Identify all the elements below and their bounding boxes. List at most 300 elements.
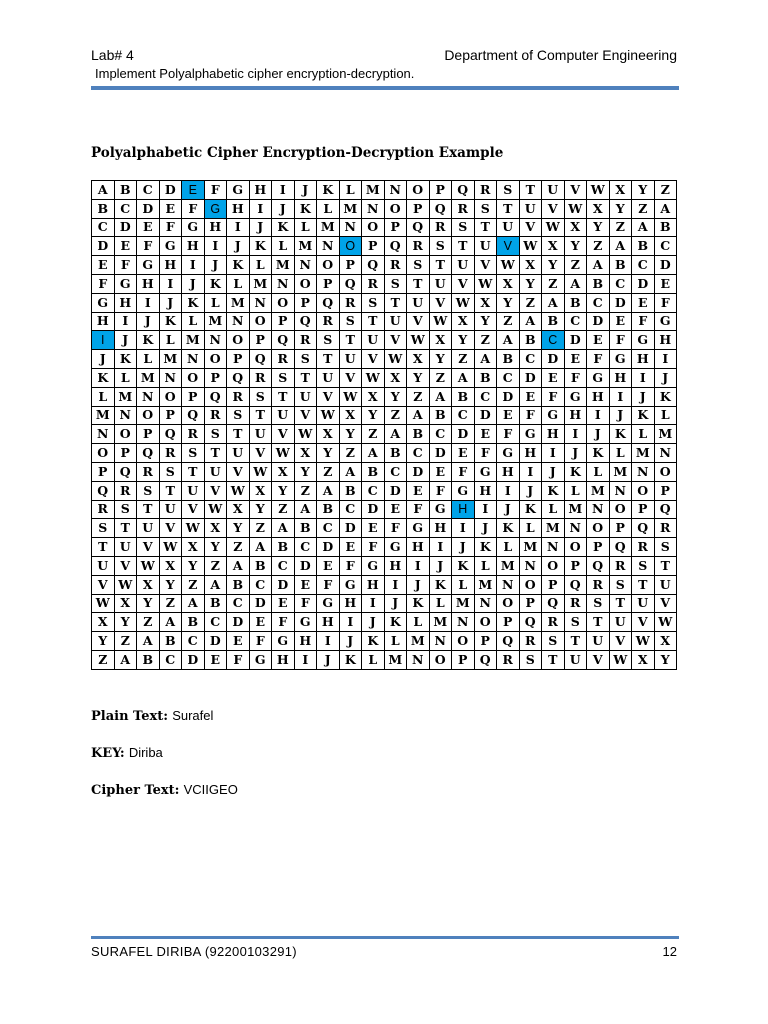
tableau-cell: I	[542, 444, 565, 463]
tableau-cell: V	[182, 500, 205, 519]
tableau-cell: Y	[542, 256, 565, 275]
tableau-cell: G	[227, 181, 250, 200]
tableau-cell: W	[159, 538, 182, 557]
tableau-cell: T	[542, 650, 565, 669]
tableau-cell: U	[204, 462, 227, 481]
tableau-cell: E	[92, 256, 115, 275]
tableau-cell: V	[294, 406, 317, 425]
tableau-cell: I	[114, 312, 137, 331]
tableau-cell: O	[384, 199, 407, 218]
tableau-cell: K	[542, 481, 565, 500]
tableau-cell: D	[137, 199, 160, 218]
footer-author: SURAFEL DIRIBA (92200103291)	[91, 944, 297, 959]
tableau-cell: H	[272, 650, 295, 669]
tableau-cell: L	[294, 218, 317, 237]
tableau-cell: F	[294, 594, 317, 613]
tableau-cell: E	[542, 368, 565, 387]
tableau-cell: I	[519, 462, 542, 481]
tableau-cell: Y	[114, 613, 137, 632]
tableau-cell: R	[609, 556, 632, 575]
tableau-cell: K	[159, 312, 182, 331]
tableau-cell: F	[497, 425, 520, 444]
tableau-cell: Q	[384, 237, 407, 256]
tableau-cell: I	[159, 274, 182, 293]
tableau-cell: F	[587, 350, 610, 369]
tableau-cell: N	[384, 181, 407, 200]
tableau-cell: O	[407, 181, 430, 200]
tableau-cell: Y	[632, 181, 655, 200]
tableau-cell: H	[384, 556, 407, 575]
tableau-cell: B	[227, 575, 250, 594]
tableau-cell: I	[362, 594, 385, 613]
tableau-cell: M	[609, 462, 632, 481]
tableau-cell: Y	[204, 538, 227, 557]
tableau-cell: T	[272, 387, 295, 406]
tableau-cell: Z	[249, 519, 272, 538]
tableau-cell: T	[384, 293, 407, 312]
tableau-cell: N	[92, 425, 115, 444]
tableau-cell: V	[317, 387, 340, 406]
tableau-cell: U	[249, 425, 272, 444]
tableau-cell: C	[407, 444, 430, 463]
tableau-cell: V	[542, 199, 565, 218]
tableau-cell: A	[92, 181, 115, 200]
tableau-cell: U	[429, 274, 452, 293]
tableau-cell: I	[272, 181, 295, 200]
tableau-cell: P	[249, 331, 272, 350]
cipher-text-value: VCIIGEO	[183, 782, 238, 797]
tableau-cell: L	[137, 350, 160, 369]
tableau-cell: D	[92, 237, 115, 256]
tableau-cell: R	[204, 406, 227, 425]
tableau-cell: Z	[519, 293, 542, 312]
tableau-cell: I	[497, 481, 520, 500]
tableau-cell: Y	[407, 368, 430, 387]
tableau-cell: K	[272, 218, 295, 237]
tableau-cell: E	[317, 556, 340, 575]
tableau-cell: Z	[654, 181, 677, 200]
tableau-cell: O	[474, 613, 497, 632]
tableau-cell: T	[339, 331, 362, 350]
tableau-cell: A	[294, 500, 317, 519]
tableau-cell: N	[654, 444, 677, 463]
tableau-cell: V	[362, 350, 385, 369]
tableau-cell: T	[114, 519, 137, 538]
tableau-cell: B	[587, 274, 610, 293]
tableau-cell: Q	[339, 274, 362, 293]
tableau-cell: X	[249, 481, 272, 500]
tableau-row	[92, 274, 677, 293]
tableau-cell: C	[564, 312, 587, 331]
tableau-cell: Q	[317, 293, 340, 312]
tableau-cell: F	[542, 387, 565, 406]
tableau-cell: D	[632, 274, 655, 293]
tableau-cell: E	[362, 519, 385, 538]
tableau-cell: S	[609, 575, 632, 594]
tableau-cell: E	[249, 613, 272, 632]
tableau-cell: A	[362, 444, 385, 463]
tableau-cell: N	[407, 650, 430, 669]
tableau-cell: F	[362, 538, 385, 557]
tableau-cell: E	[159, 199, 182, 218]
tableau-cell: N	[474, 594, 497, 613]
tableau-cell: A	[384, 425, 407, 444]
tableau-cell: G	[497, 444, 520, 463]
tableau-cell: A	[159, 613, 182, 632]
tableau-cell: W	[474, 274, 497, 293]
tableau-cell: D	[384, 481, 407, 500]
tableau-cell: S	[114, 500, 137, 519]
tableau-cell: K	[384, 613, 407, 632]
tableau-cell: U	[317, 368, 340, 387]
tableau-cell: C	[474, 387, 497, 406]
tableau-cell: K	[249, 237, 272, 256]
tableau-cell: N	[587, 500, 610, 519]
tableau-cell: G	[362, 556, 385, 575]
tableau-cell: M	[564, 500, 587, 519]
tableau-cell: C	[632, 256, 655, 275]
tableau-cell: X	[384, 368, 407, 387]
tableau-cell: T	[519, 181, 542, 200]
tableau-cell: N	[609, 481, 632, 500]
tableau-cell: C	[519, 350, 542, 369]
tableau-cell: F	[452, 462, 475, 481]
tableau-cell: I	[294, 650, 317, 669]
tableau-cell: M	[587, 481, 610, 500]
tableau-cell: S	[317, 331, 340, 350]
tableau-cell: U	[114, 538, 137, 557]
tableau-cell: C	[204, 613, 227, 632]
tableau-cell: U	[407, 293, 430, 312]
tableau-cell: J	[632, 387, 655, 406]
tableau-cell: A	[632, 218, 655, 237]
tableau-cell: A	[474, 350, 497, 369]
tableau-cell: U	[339, 350, 362, 369]
tableau-cell: U	[632, 594, 655, 613]
tableau-cell: B	[519, 331, 542, 350]
tableau-cell: O	[137, 406, 160, 425]
tableau-cell: Z	[497, 312, 520, 331]
tableau-row	[92, 406, 677, 425]
tableau-cell: F	[519, 406, 542, 425]
tableau-cell: G	[587, 368, 610, 387]
tableau-cell: R	[474, 181, 497, 200]
tableau-cell: Q	[429, 199, 452, 218]
tableau-cell: F	[227, 650, 250, 669]
tableau-cell: S	[92, 519, 115, 538]
tableau-cell: D	[497, 387, 520, 406]
tableau-cell: N	[429, 632, 452, 651]
lab-number: Lab# 4	[91, 47, 134, 63]
tableau-cell: O	[317, 256, 340, 275]
tableau-cell: H	[542, 425, 565, 444]
tableau-cell: B	[429, 406, 452, 425]
tableau-cell-highlighted: E	[182, 181, 205, 200]
tableau-cell: B	[542, 312, 565, 331]
tableau-cell: B	[564, 293, 587, 312]
tableau-cell: Z	[294, 481, 317, 500]
tableau-cell: Z	[339, 444, 362, 463]
tableau-cell: U	[182, 481, 205, 500]
tableau-cell: V	[227, 462, 250, 481]
tableau-cell: R	[452, 199, 475, 218]
tableau-cell: W	[452, 293, 475, 312]
tableau-cell: Z	[384, 406, 407, 425]
tableau-cell: I	[204, 237, 227, 256]
tableau-cell: Y	[474, 312, 497, 331]
tableau-row	[92, 425, 677, 444]
tableau-cell: Y	[429, 350, 452, 369]
tableau-cell: L	[317, 199, 340, 218]
tableau-cell: T	[564, 632, 587, 651]
tableau-cell: H	[249, 181, 272, 200]
tableau-cell: M	[362, 181, 385, 200]
tableau-cell: B	[272, 538, 295, 557]
tableau-cell: N	[542, 538, 565, 557]
tableau-cell: S	[474, 199, 497, 218]
tableau-cell: O	[654, 462, 677, 481]
tableau-cell: W	[227, 481, 250, 500]
tableau-cell: L	[114, 368, 137, 387]
tableau-cell: E	[114, 237, 137, 256]
tableau-cell: W	[114, 575, 137, 594]
tableau-cell: E	[384, 500, 407, 519]
tableau-cell: L	[632, 425, 655, 444]
tableau-cell-highlighted: I	[92, 331, 115, 350]
tableau-cell: A	[137, 632, 160, 651]
tableau-cell: U	[654, 575, 677, 594]
tableau-row	[92, 538, 677, 557]
tableau-cell: G	[159, 237, 182, 256]
tableau-cell: S	[429, 237, 452, 256]
tableau-cell: S	[362, 293, 385, 312]
tableau-cell: T	[227, 425, 250, 444]
tableau-cell: V	[159, 519, 182, 538]
tableau-cell: S	[587, 594, 610, 613]
tableau-cell: E	[587, 331, 610, 350]
tableau-cell: D	[407, 462, 430, 481]
tableau-cell: U	[384, 312, 407, 331]
tableau-cell: B	[407, 425, 430, 444]
tableau-cell: W	[339, 387, 362, 406]
tableau-cell: A	[497, 331, 520, 350]
tableau-cell: T	[159, 481, 182, 500]
tableau-cell: L	[519, 519, 542, 538]
tableau-cell: S	[564, 613, 587, 632]
tableau-cell: Y	[227, 519, 250, 538]
tableau-cell: O	[497, 594, 520, 613]
tableau-cell: P	[654, 481, 677, 500]
tableau-cell: O	[587, 519, 610, 538]
tableau-cell: N	[497, 575, 520, 594]
tableau-cell: G	[272, 632, 295, 651]
tableau-row	[92, 256, 677, 275]
tableau-cell: W	[182, 519, 205, 538]
cipher-text-label: Cipher Text:	[91, 783, 180, 798]
tableau-cell: F	[114, 256, 137, 275]
tableau-cell: Y	[317, 444, 340, 463]
tableau-cell: A	[609, 237, 632, 256]
tableau-cell: C	[384, 462, 407, 481]
tableau-cell: J	[227, 237, 250, 256]
tableau-cell-highlighted: G	[204, 199, 227, 218]
tableau-row	[92, 613, 677, 632]
tableau-cell: P	[519, 594, 542, 613]
tableau-cell: Y	[362, 406, 385, 425]
tableau-cell: M	[407, 632, 430, 651]
tableau-cell: Q	[497, 632, 520, 651]
tableau-cell: D	[609, 293, 632, 312]
tableau-cell: X	[452, 312, 475, 331]
tableau-cell: S	[339, 312, 362, 331]
tableau-cell: H	[137, 274, 160, 293]
tableau-cell: A	[317, 481, 340, 500]
tableau-cell: T	[452, 237, 475, 256]
tableau-cell: D	[362, 500, 385, 519]
tableau-cell: B	[654, 218, 677, 237]
tableau-cell: E	[204, 650, 227, 669]
tableau-cell: P	[384, 218, 407, 237]
tableau-row	[92, 312, 677, 331]
tableau-cell: C	[587, 293, 610, 312]
tableau-cell: B	[182, 613, 205, 632]
tableau-cell: Z	[227, 538, 250, 557]
tableau-cell: E	[474, 425, 497, 444]
tableau-cell: E	[429, 462, 452, 481]
tableau-cell: Q	[519, 613, 542, 632]
tableau-cell: Y	[182, 556, 205, 575]
tableau-cell: Q	[249, 350, 272, 369]
tableau-cell: L	[542, 500, 565, 519]
tableau-cell: T	[497, 199, 520, 218]
tableau-cell: G	[407, 519, 430, 538]
tableau-cell: Z	[272, 500, 295, 519]
tableau-cell: H	[317, 613, 340, 632]
tableau-cell: M	[519, 538, 542, 557]
tableau-cell: M	[227, 293, 250, 312]
tableau-cell: B	[114, 181, 137, 200]
page-number: 12	[662, 944, 677, 959]
tableau-cell: C	[452, 406, 475, 425]
tableau-cell: J	[317, 650, 340, 669]
tableau-cell: P	[542, 575, 565, 594]
tableau-cell: Q	[182, 406, 205, 425]
tableau-cell: N	[339, 218, 362, 237]
tableau-cell: O	[159, 387, 182, 406]
tableau-cell: O	[272, 293, 295, 312]
tableau-row	[92, 500, 677, 519]
tableau-cell: S	[137, 481, 160, 500]
tableau-cell: V	[564, 181, 587, 200]
plain-text-line	[91, 708, 213, 724]
tableau-cell: A	[339, 462, 362, 481]
tableau-row	[92, 519, 677, 538]
tableau-cell: C	[429, 425, 452, 444]
tableau-cell: V	[339, 368, 362, 387]
tableau-cell: U	[137, 519, 160, 538]
tableau-cell: J	[384, 594, 407, 613]
tableau-cell: K	[429, 575, 452, 594]
tableau-cell: Q	[474, 650, 497, 669]
tableau-cell: S	[452, 218, 475, 237]
tableau-cell: R	[519, 632, 542, 651]
tableau-cell: O	[564, 538, 587, 557]
tableau-row	[92, 199, 677, 218]
tableau-cell: N	[114, 406, 137, 425]
tableau-cell: M	[452, 594, 475, 613]
tableau-cell: X	[114, 594, 137, 613]
tableau-cell: L	[384, 632, 407, 651]
tableau-cell: A	[182, 594, 205, 613]
tableau-cell: W	[272, 444, 295, 463]
tableau-cell: V	[384, 331, 407, 350]
tableau-cell: W	[249, 462, 272, 481]
tableau-cell: J	[407, 575, 430, 594]
tableau-cell: T	[92, 538, 115, 557]
tableau-cell: D	[429, 444, 452, 463]
tableau-cell: J	[137, 312, 160, 331]
tableau-cell: P	[587, 538, 610, 557]
tableau-cell: U	[564, 650, 587, 669]
tableau-cell: L	[609, 444, 632, 463]
tableau-cell: K	[407, 594, 430, 613]
tableau-cell: B	[362, 462, 385, 481]
tableau-cell: T	[137, 500, 160, 519]
tableau-cell: U	[294, 387, 317, 406]
tableau-cell-highlighted: O	[339, 237, 362, 256]
key-value: Diriba	[128, 745, 163, 760]
tableau-cell: P	[474, 632, 497, 651]
tableau-cell: Z	[204, 556, 227, 575]
tableau-cell: R	[294, 331, 317, 350]
tableau-cell: G	[182, 218, 205, 237]
tableau-cell: S	[159, 462, 182, 481]
tableau-cell: U	[587, 632, 610, 651]
tableau-cell: B	[452, 387, 475, 406]
tableau-cell: U	[227, 444, 250, 463]
tableau-row	[92, 218, 677, 237]
tableau-cell: Q	[92, 481, 115, 500]
tableau-cell: K	[339, 650, 362, 669]
tableau-cell: C	[294, 538, 317, 557]
tableau-cell: W	[362, 368, 385, 387]
tableau-cell: Q	[542, 594, 565, 613]
tableau-cell: L	[159, 331, 182, 350]
tableau-cell: F	[137, 237, 160, 256]
tableau-cell: Q	[362, 256, 385, 275]
tableau-cell: Y	[609, 199, 632, 218]
tableau-cell: D	[339, 519, 362, 538]
tableau-cell: V	[204, 481, 227, 500]
tableau-cell: Z	[317, 462, 340, 481]
tableau-cell: M	[114, 387, 137, 406]
tableau-cell: W	[519, 237, 542, 256]
tableau-cell: D	[249, 594, 272, 613]
tableau-cell: Z	[92, 650, 115, 669]
tableau-cell: Z	[137, 613, 160, 632]
tableau-cell: Y	[249, 500, 272, 519]
tableau-cell: X	[272, 462, 295, 481]
tableau-cell: M	[474, 575, 497, 594]
tableau-cell: W	[564, 199, 587, 218]
tableau-cell: Z	[429, 368, 452, 387]
tableau-cell: O	[632, 481, 655, 500]
tableau-cell: K	[362, 632, 385, 651]
key-line	[91, 745, 163, 761]
tableau-row	[92, 293, 677, 312]
tableau-cell: F	[204, 181, 227, 200]
tableau-cell: K	[519, 500, 542, 519]
